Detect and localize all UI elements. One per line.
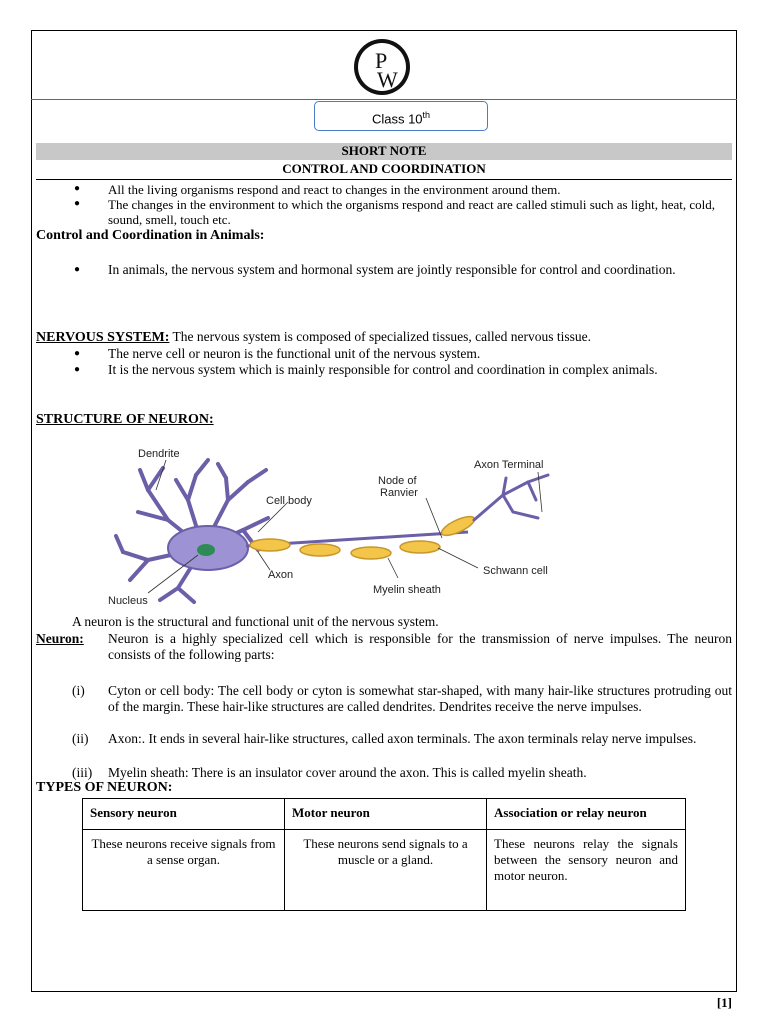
cell-sensory: These neurons receive signals from a sense organ.: [83, 830, 285, 911]
neuron-text: Neuron is a highly specialized cell which is responsible for the transmission of nerve impulses. The neuron consists of the following parts:: [108, 631, 732, 662]
bullet-dot: ●: [74, 264, 81, 275]
intro-bullet-2: The changes in the environment to which the organisms respond and react are called stimuli such as light, heat, cold, sound, smell, touch etc.: [108, 197, 715, 227]
nervous-system-para: [36, 329, 736, 346]
part-text-1: Cyton or cell body: The cell body or cyton is somewhat star-shaped, with many hair-like structures protruding out of the margin. These hair-like structures are called dendrites. Dendrites receive the nerve impulses.: [108, 683, 732, 714]
header-relay: Association or relay neuron: [487, 799, 686, 830]
bullet-dot: ●: [74, 198, 81, 209]
label-dendrite: Dendrite: [138, 448, 180, 460]
neuron-label: Neuron:: [36, 631, 84, 646]
header-motor: Motor neuron: [285, 799, 487, 830]
header-sensory: Sensory neuron: [83, 799, 285, 830]
label-myelin: Myelin sheath: [373, 584, 441, 596]
types-heading: TYPES OF NEURON:: [36, 780, 173, 795]
animals-bullet: In animals, the nervous system and hormonal system are jointly responsible for control and coordination.: [108, 262, 676, 277]
nervous-system-text: The nervous system is composed of specialized tissues, called nervous tissue.: [169, 329, 591, 344]
label-schwann: Schwann cell: [483, 565, 548, 577]
page-number: [1]: [716, 995, 732, 1010]
bullet-dot: ●: [74, 348, 81, 359]
structure-heading: STRUCTURE OF NEURON:: [36, 412, 214, 427]
nervous-system-heading: NERVOUS SYSTEM:: [36, 330, 170, 345]
types-table: [82, 798, 686, 911]
part-text-2: Axon:. It ends in several hair-like structures, called axon terminals. The axon terminals relay nerve impulses.: [108, 731, 697, 746]
neuron-diagram: [108, 440, 618, 610]
label-axon-terminal: Axon Terminal: [474, 459, 544, 471]
label-nucleus: Nucleus: [108, 595, 148, 607]
intro-bullet-1: All the living organisms respond and react to changes in the environment around them.: [108, 182, 561, 197]
cell-motor: These neurons send signals to a muscle or a gland.: [285, 830, 487, 911]
label-axon: Axon: [268, 569, 294, 581]
nervous-bullet-1: The nerve cell or neuron is the functional unit of the nervous system.: [108, 346, 481, 361]
animals-heading: Control and Coordination in Animals:: [36, 228, 265, 243]
class-label: Class 10: [371, 111, 423, 127]
label-cell-body: Cell body: [266, 495, 312, 507]
neuron-caption: A neuron is the structural and functional unit of the nervous system.: [72, 614, 439, 629]
label-node-of: Node of: [378, 475, 417, 487]
cell-relay: These neurons relay the signals between the sensory neuron and motor neuron.: [487, 830, 686, 911]
pw-logo: [353, 38, 411, 96]
chapter-title: CONTROL AND COORDINATION: [282, 161, 486, 176]
table-header-row: [83, 799, 686, 830]
part-text-3: Myelin sheath: There is an insulator cover around the axon. This is called myelin sheath.: [108, 765, 587, 780]
title-rule: [36, 179, 732, 180]
nervous-bullet-2: It is the nervous system which is mainly responsible for control and coordination in complex animals.: [108, 362, 658, 377]
part-num-3: (iii): [72, 765, 93, 780]
svg-text:W: W: [377, 67, 398, 92]
bullet-dot: ●: [74, 183, 81, 194]
class-badge: [314, 101, 488, 131]
part-num-1: (i): [72, 683, 85, 698]
part-num-2: (ii): [72, 731, 89, 746]
table-row: [83, 830, 686, 911]
short-note-title: SHORT NOTE: [341, 143, 427, 158]
header-divider: [31, 99, 737, 100]
svg-text:P: P: [375, 48, 388, 73]
bullet-dot: ●: [74, 364, 81, 375]
class-sup: th: [422, 110, 431, 120]
label-ranvier: Ranvier: [380, 487, 418, 499]
